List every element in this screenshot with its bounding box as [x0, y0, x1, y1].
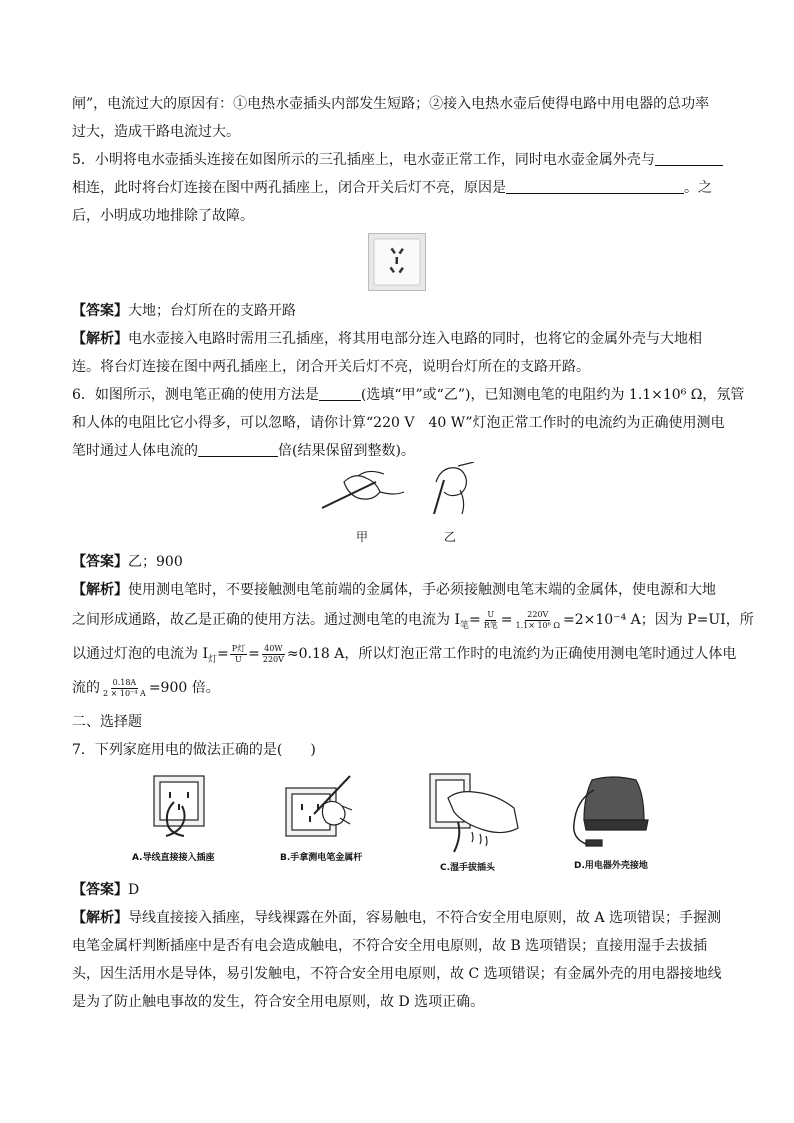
option-a-image — [148, 772, 212, 840]
explanation-6-line-4 — [72, 674, 722, 702]
answer-blank — [319, 384, 361, 401]
explanation-6-line-2 — [72, 606, 754, 640]
question-5-line-2 — [72, 174, 722, 202]
answer-label: 【答案】 — [72, 882, 128, 898]
question-5-text: 相连，此时将台灯连接在图中两孔插座上，闭合开关后灯不亮，原因是 — [72, 180, 506, 196]
question-5-text: 。之 — [684, 180, 712, 196]
subscript: 灯 — [207, 654, 217, 665]
answer-5 — [72, 297, 722, 325]
explanation-6-line-3 — [72, 640, 737, 674]
fraction — [261, 644, 286, 665]
option-d-image — [566, 770, 652, 848]
text-line: 后，小明成功地排除了故障。 — [72, 208, 254, 224]
explanation-text: =900 倍。 — [148, 680, 220, 696]
explanation-label: 【解析】 — [72, 331, 128, 347]
text-line: 电笔金属杆判断插座中是否有电会造成触电，不符合安全用电原则，故 B 选项错误；直接用湿手去拔插 — [72, 938, 708, 954]
question-6-text: 6．如图所示，测电笔正确的使用方法是 — [72, 387, 319, 403]
equals: = — [248, 646, 260, 662]
explanation-text: 电水壶接入电路时需用三孔插座，将其用电部分连入电路的同时，也将它的金属外壳与大地相 — [128, 331, 702, 347]
explanation-text: 流的 — [72, 680, 100, 696]
option-b-caption: B.手拿测电笔金属杆 — [280, 853, 363, 863]
fraction — [482, 610, 500, 631]
answer-text: D — [128, 882, 140, 898]
text-line: 闸”，电流过大的原因有：①电热水壶插头内部发生短路；②接入电热水壶后使得电路中用电器的总功率 — [72, 96, 710, 112]
numerator: U — [487, 609, 495, 619]
denominator: 2 × 10⁻⁴ A — [103, 688, 146, 698]
explanation-7 — [72, 904, 722, 932]
answer-7 — [72, 876, 722, 904]
answer-text: 乙；900 — [128, 554, 183, 570]
text-line: 过大，造成干路电流过大。 — [72, 124, 240, 140]
option-b-image — [284, 774, 356, 840]
question-6-text: 倍(结果保留到整数)。 — [278, 443, 415, 459]
question-7: 7．下列家庭用电的做法正确的是( ) — [72, 742, 316, 758]
subscript: 笔 — [459, 620, 469, 631]
answer-blank — [198, 440, 278, 457]
answer-blank — [506, 177, 684, 194]
text-line: 和人体的电阻比它小得多，可以忽略，请你计算“220 V 40 W”灯泡正常工作时的电流约为正确使用测电 — [72, 415, 725, 431]
explanation-label: 【解析】 — [72, 582, 128, 598]
question-5-text: 5．小明将电水壶插头连接在如图所示的三孔插座上，电水壶正常工作，同时电水壶金属外壳与 — [72, 152, 655, 168]
answer-label: 【答案】 — [72, 554, 128, 570]
fraction — [514, 610, 563, 631]
explanation-text: ≈0.18 A，所以灯泡正常工作时的电流约为正确使用测电笔时通过人体电 — [286, 646, 737, 662]
figure-label-yi: 乙 — [444, 530, 457, 544]
answer-text: 大地；台灯所在的支路开路 — [128, 303, 296, 319]
equals: = — [500, 612, 513, 628]
section-heading: 二、选择题 — [72, 714, 142, 730]
question-6-text: (选填“甲”或“乙”)，已知测电笔的电阻约为 1.1×10⁶ Ω，氖管 — [360, 387, 745, 403]
text-line: 是为了防止触电事故的发生，符合安全用电原则，故 D 选项正确。 — [72, 994, 485, 1010]
text-line: 头，因生活用水是导体，易引发触电，不符合安全用电原则，故 C 选项错误；有金属外壳的用电器接地线 — [72, 966, 722, 982]
socket-image — [368, 233, 426, 291]
answer-blank — [655, 149, 723, 166]
question-5 — [72, 146, 722, 174]
text-line: 连。将台灯连接在图中两孔插座上，闭合开关后灯不亮，说明台灯所在的支路开路。 — [72, 359, 590, 375]
explanation-text: =2×10⁻⁴ A；因为 P=UI，所 — [563, 612, 754, 628]
numerator: 220V — [527, 609, 549, 619]
option-d-caption: D.用电器外壳接地 — [574, 861, 648, 871]
fraction — [101, 678, 148, 699]
question-6-text: 笔时通过人体电流的 — [72, 443, 198, 459]
explanation-text: 导线直接接入插座，导线裸露在外面，容易触电，不符合安全用电原则，故 A 选项错误；手握测 — [128, 910, 722, 926]
explanation-text: 之间形成通路，故乙是正确的使用方法。通过测电笔的电流为 I — [72, 612, 460, 628]
fraction — [230, 644, 247, 665]
answer-label: 【答案】 — [72, 303, 128, 319]
numerator: P灯 — [231, 643, 246, 653]
figure-label-jia: 甲 — [356, 530, 369, 544]
explanation-text: 以通过灯泡的电流为 I — [72, 646, 208, 662]
numerator: 0.18A — [112, 677, 137, 687]
equals: = — [217, 646, 229, 662]
option-c-caption: C.湿手拔插头 — [440, 863, 496, 873]
denominator: 220V — [262, 654, 284, 664]
numerator: 40W — [264, 643, 283, 653]
option-a-caption: A.导线直接接入插座 — [132, 853, 215, 863]
explanation-5 — [72, 325, 722, 353]
question-6 — [72, 381, 745, 409]
denominator: R笔 — [483, 620, 498, 630]
option-c-image — [428, 772, 520, 854]
explanation-label: 【解析】 — [72, 910, 128, 926]
explanation-text: 使用测电笔时，不要接触测电笔前端的金属体，手必须接触测电笔末端的金属体，使电源和大地 — [128, 582, 716, 598]
answer-6 — [72, 548, 722, 576]
test-pen-image — [318, 462, 478, 524]
equals: = — [469, 612, 481, 628]
explanation-6 — [72, 576, 722, 604]
question-6-line-3 — [72, 437, 722, 465]
denominator: 1.1× 10⁶ Ω — [515, 620, 561, 630]
denominator: U — [235, 654, 242, 664]
